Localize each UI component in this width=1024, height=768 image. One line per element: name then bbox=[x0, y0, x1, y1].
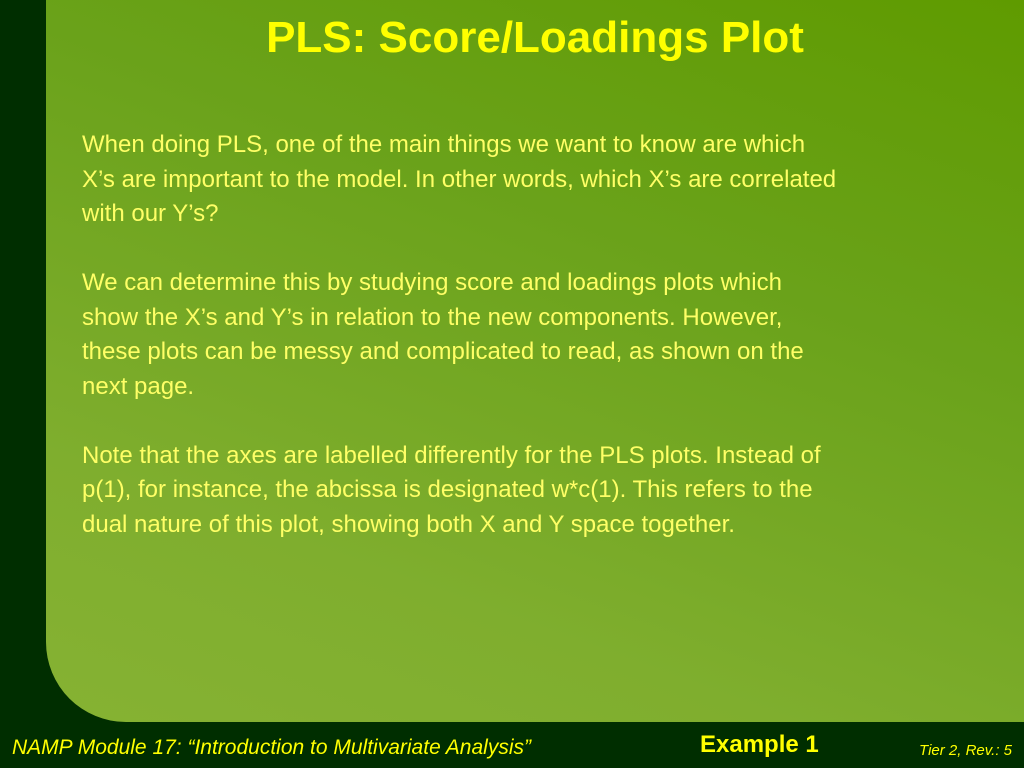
body-paragraph-3: Note that the axes are labelled differently for the PLS plots. Instead of p(1), for instance, the abcissa is designated w*c(1). This refers to the dual nature of this plot, showing both X and Y space together. bbox=[82, 441, 821, 538]
slide-body bbox=[82, 128, 1002, 577]
slide-title: PLS: Score/Loadings Plot bbox=[266, 13, 804, 62]
body-paragraph-1: When doing PLS, one of the main things we want to know are which X’s are important to the model. In other words, which X’s are correlated with our Y’s? bbox=[82, 131, 837, 227]
body-paragraph-2: We can determine this by studying score and loadings plots which show the X’s and Y’s in relation to the new components. However, these plots can be messy and complicated to read, as shown on the next page. bbox=[82, 269, 804, 400]
footer-module-title: NAMP Module 17: “Introduction to Multivariate Analysis” bbox=[12, 736, 531, 759]
footer-revision: Tier 2, Rev.: 5 bbox=[919, 742, 1012, 759]
footer-example-label: Example 1 bbox=[700, 731, 819, 758]
